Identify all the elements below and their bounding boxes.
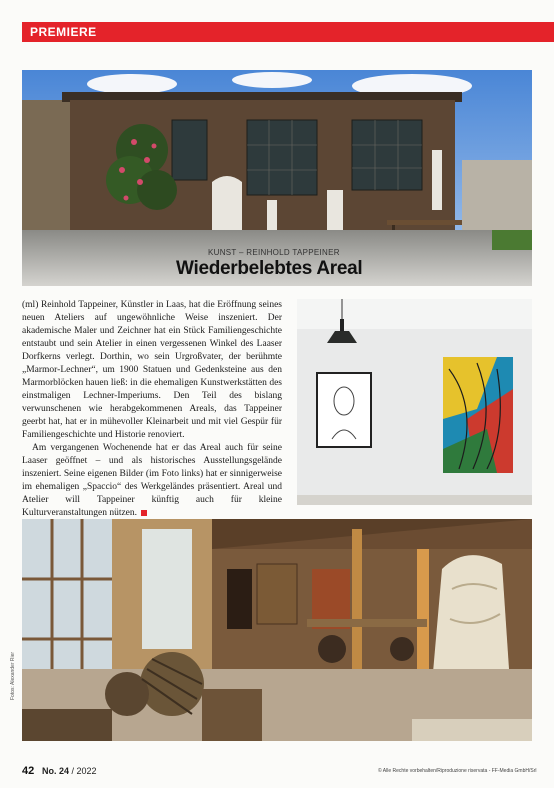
article-kicker: KUNST – REINHOLD TAPPEINER [208,248,340,257]
gallery-photo [297,299,532,505]
page-number: 42 [22,765,35,777]
issue-year: / 2022 [71,766,97,776]
article-headline: Wiederbelebtes Areal [176,258,363,279]
article-paragraph [22,442,282,520]
issue-label: No. 24 [42,766,70,776]
issue-number [42,766,97,776]
article-body [22,299,282,520]
paragraph-text: Am vergangenen Wochenende hat er das Areal auch für seine Laaser geöffnet – und als historisches Ausstellungsgelände inszeniert. Seine eigenen Bilder (im Foto links) hat er sinnigerweise im ehemaligen „Spaccio“ des Werkgeländes präsentiert. Areal und Atelier will Tappeiner künftig auch für kleine Kulturveranstaltungen nützen. [22,443,282,518]
article-paragraph: (ml) Reinhold Tappeiner, Künstler in Laas, hat die Eröffnung seines neuen Ateliers auf ungewöhnliche Weise inszeniert. Der akademische Maler und Zeichner hat ein Stück Familiengeschichte entstaubt und sein Atelier in einen vergessenen Winkel des Laaser Dorfkerns verlegt. Dorthin, wo sein Urgroßvater, der berühmte „Marmor-Lechner“, um 1900 Statuen und Gedenksteine aus den Marmorblöcken hauen ließ: in die ehemaligen Kunstwerkstätten des einstmaligen Lechner-Imperiums. Den Teil des bislang verwunschenen wie herabgekommenen Areals, das Tappeiner geerbt hat, hat er in mühevoller Kleinarbeit und mit viel Gespür für Familiengeschichte und Historie renoviert. [22,300,282,440]
section-header-bar [22,22,554,42]
section-label: PREMIERE [30,25,97,39]
photo-credit: Fotos: Alexander Rier [10,651,16,700]
workshop-photo [22,519,532,741]
rights-notice: © Alle Rechte vorbehalten/Riproduzione riservata - FF-Media GmbH/Srl [378,768,537,774]
end-of-article-mark [141,510,147,516]
